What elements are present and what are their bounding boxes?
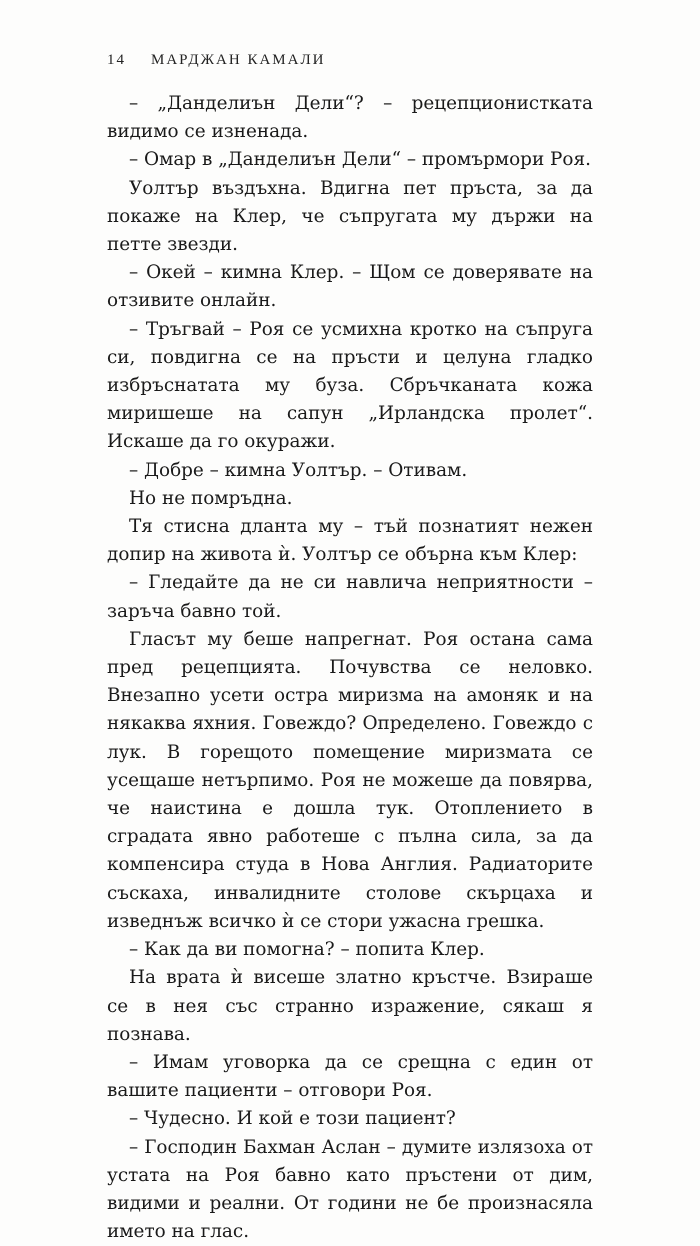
paragraph: – Чудесно. И кой е този пациент? [129,1108,456,1130]
author-name: МАРДЖАН КАМАЛИ [151,52,326,68]
paragraph: Тя стисна дланта му – тъй познатият нежен допир на живота ѝ. Уолтър се обърна към Клер: [107,516,593,566]
body-text [107,90,593,1246]
paragraph: – Тръгвай – Роя се усмихна кротко на съпруга си, повдигна се на пръсти и целуна гладко избръснатата му буза. Сбръчканата кожа миришеше на сапун „Ирландска пролет“. Искаше да го окуражи. [107,318,593,453]
paragraph: – Окей – кимна Клер. – Щом се доверявате на отзивите онлайн. [107,262,593,312]
paragraph: – „Данделиън Дели“? – рецепционистката видимо се изненада. [107,93,593,143]
paragraph: – Добре – кимна Уолтър. – Отивам. [129,459,468,481]
paragraph: – Гледайте да не си навлича неприятности – заръча бавно той. [107,572,593,622]
paragraph: Гласът му беше напрегнат. Роя остана сама пред рецепцията. Почувства се неловко. Внезапно усети остра миризма на амоняк и на някаква яхния. Говеждо? Определено. Говеждо с лук. В горещото помещение миризмата се усещаше нетърпимо. Роя не можеше да повярва, че наистина е дошла тук. Отоплението в сградата явно работеше с пълна сила, за да компенсира студа в Нова Англия. Радиаторите съскаха, инвалидните столове скърцаха и изведнъж всичко ѝ се стори ужасна грешка. [107,628,593,932]
running-header [107,52,607,76]
paragraph: – Как да ви помогна? – попита Клер. [129,939,485,961]
paragraph: На врата ѝ висеше златно кръстче. Взираше се в нея със странно изражение, сякаш я познава. [107,967,593,1045]
paragraph: – Омар в „Данделиън Дели“ – промърмори Роя. [129,149,591,171]
paragraph: Но не помръдна. [129,487,293,509]
paragraph: – Господин Бахман Аслан – думите излязоха от устата на Роя бавно като пръстени от дим, видими и реални. От години не бе произнасяла името на глас. [107,1136,593,1243]
page-number: 14 [107,52,126,68]
paragraph: – Имам уговорка да се срещна с един от вашите пациенти – отговори Роя. [107,1051,593,1102]
paragraph: Уолтър въздъхна. Вдигна пет пръста, за да покаже на Клер, че съпругата му държи на петте звезди. [107,177,593,256]
